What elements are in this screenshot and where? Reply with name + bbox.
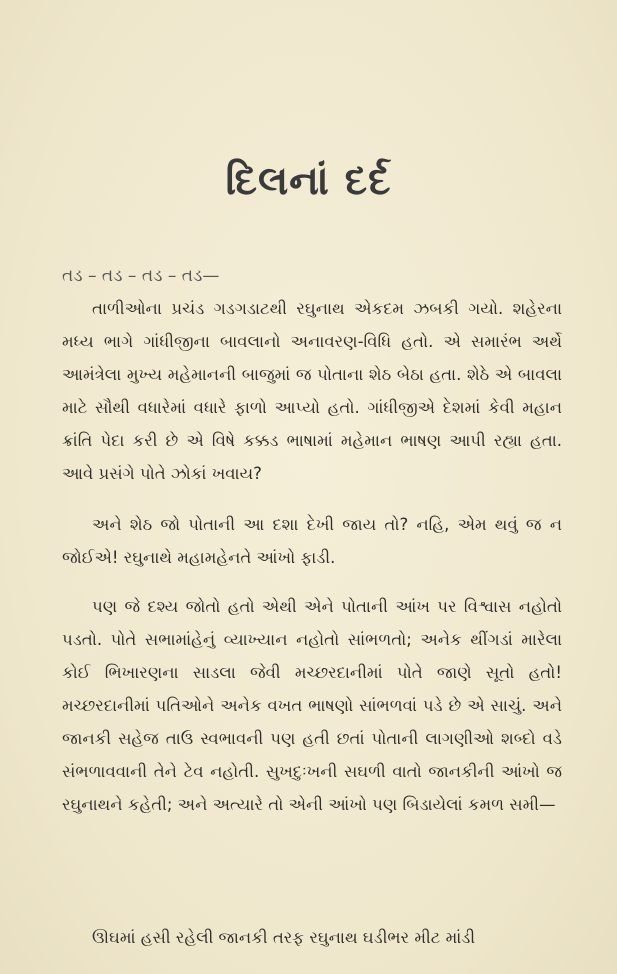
onomatopoeia-line: તડ – તડ – તડ – તડ— [62, 266, 220, 286]
paragraph: અને શેઠ જો પોતાની આ દશા દેખી જાય તો? નહિ, એમ થવું જ ન જોઈએ! રઘુનાથે મહામહેનતે આંખો ફાડી. [62, 515, 562, 567]
paragraph: પણ જે દશ્ય જોતો હતો એથી એને પોતાની આંખ પર વિશ્વાસ નહોતો પડતો. પોતે સભામાંહેનું વ્યાખ્યાન નહોતો સાંભળતો; અનેક થીંગડાં મારેલા કોઈ ભિખારણના સાડલા જેવી મચ્છરદાનીમાં પોતે જાણે સૂતો હતો! મચ્છરદાનીમાં પતિઓને અનેક વખત ભાષણો સાંભળવાં પડે છે એ સાચું. અને જાનકી સહેજ તાઉ સ્વભાવની પણ હતી છતાં પોતાની લાગણીઓ શબ્દો વડે સંભળાવવાની તેને ટેવ નહોતી. સુખદુઃખની સઘળી વાતો જાનકીની આંખો જ રઘુનાથને કહેતી; અને અત્યારે તો એની આંખો પણ બિડાયેલાં કમળ સમી— [62, 597, 562, 814]
chapter-body [62, 292, 562, 837]
continuation-line: ઊંઘમાં હસી રહેલી જાનકી તરફ રઘુનાથ ઘડીભર મીટ માંડી [92, 928, 476, 947]
paragraph: તાળીઓના પ્રચંડ ગડગડાટથી રઘુનાથ એકદમ ઝબકી ગયો. શહેરના મધ્ય ભાગે ગાંધીજીના બાવલાનો અનાવરણ-વિધિ હતો. એ સમારંભ અર્થે આમંત્રેલા મુખ્ય મહેમાનની બાજુમાં જ પોતાના શેઠ બેઠા હતા. શેઠે એ બાવલા માટે સૌથી વધારેમાં વધારે ફાળો આપ્યો હતો. ગાંધીજીએ દેશમાં કેવી મહાન ક્રાંતિ પેદા કરી છે એ વિષે કક્કડ ભાષામાં મહેમાન ભાષણ આપી રહ્યા હતા. આવે પ્રસંગે પોતે ઝોકાં ખવાય? [62, 299, 562, 483]
chapter-title: દિલનાં દર્દ [225, 158, 392, 204]
